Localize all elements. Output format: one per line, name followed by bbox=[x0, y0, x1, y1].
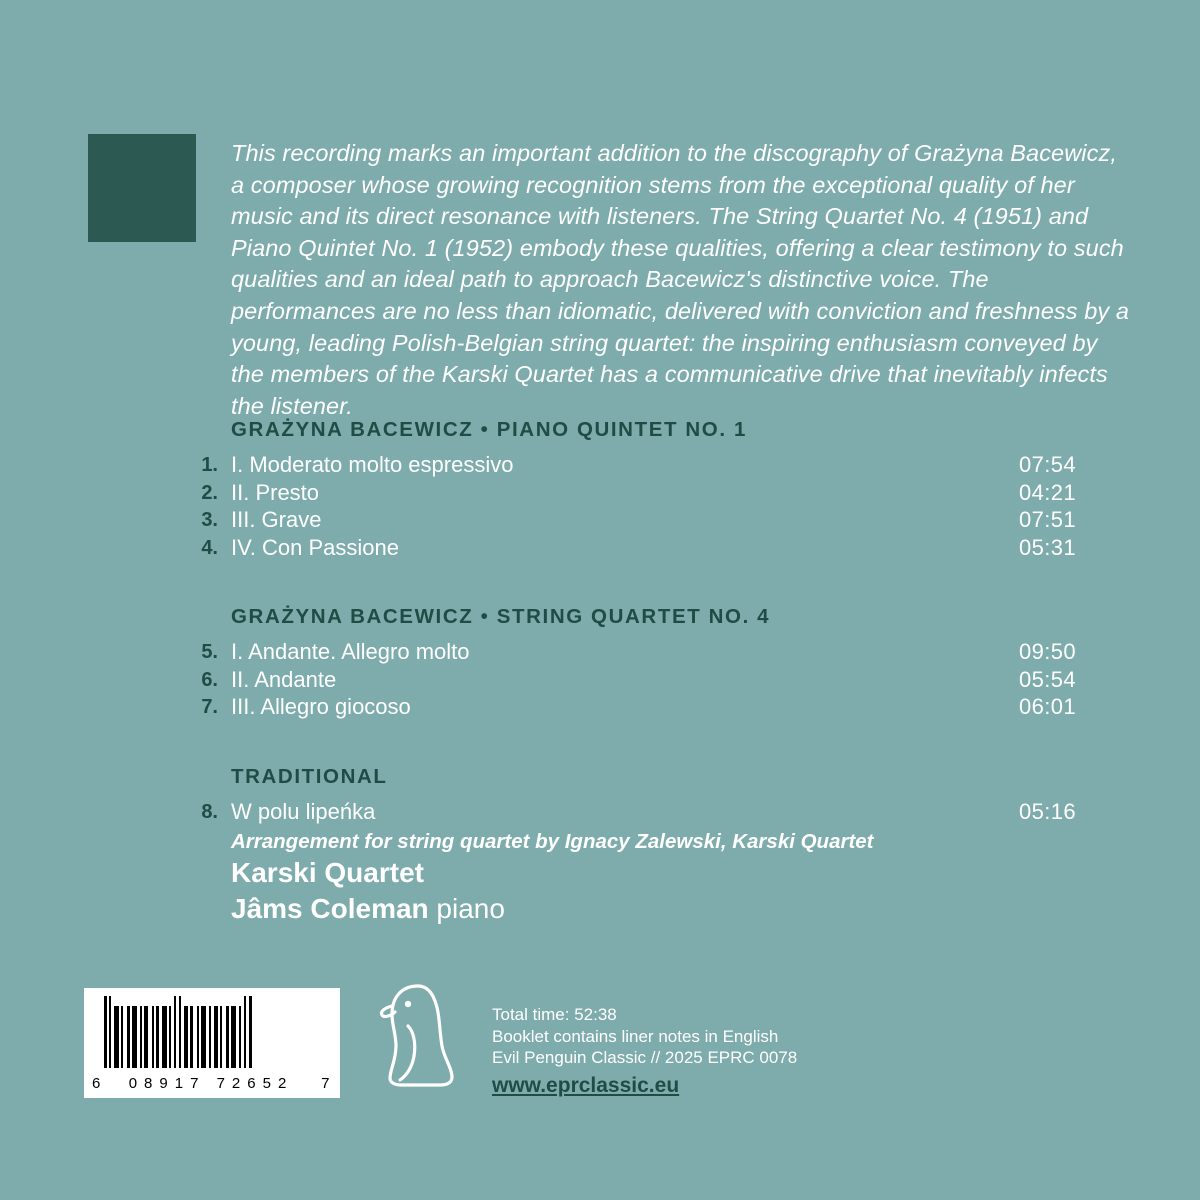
track-duration: 05:31 bbox=[1018, 534, 1076, 560]
track-duration: 05:54 bbox=[1018, 666, 1076, 692]
colophon bbox=[492, 1004, 797, 1097]
track-title: I. Moderato molto espressivo bbox=[231, 452, 514, 477]
track-title: II. Presto bbox=[231, 479, 320, 505]
track-title: III. Grave bbox=[231, 507, 322, 532]
track-group-2 bbox=[176, 639, 1076, 722]
penguin-logo-icon bbox=[378, 980, 464, 1090]
track-duration: 05:16 bbox=[1018, 798, 1076, 824]
work-header-2: GRAŻYNA BACEWICZ • STRING QUARTET NO. 4 bbox=[231, 605, 771, 628]
track-duration: 07:51 bbox=[1018, 507, 1076, 532]
track-number: 1. bbox=[201, 454, 218, 476]
work-header-3: TRADITIONAL bbox=[231, 764, 388, 788]
track-row bbox=[176, 507, 1076, 535]
track-row bbox=[176, 535, 1076, 563]
performer-role: piano bbox=[428, 893, 505, 924]
track-group-1 bbox=[176, 452, 1076, 562]
track-row bbox=[176, 639, 1076, 667]
track-group-3 bbox=[176, 799, 1076, 827]
album-blurb: This recording marks an important addition to the discography of Grażyna Bacewicz, a composer whose growing recognition stems from the exceptional quality of her music and its direct resonance with listeners. The String Quartet No. 4 (1951) and Piano Quintet No. 1 (1952) embody these qualities, offering a clear testimony to such qualities and an ideal path to approach Bacewicz's distinctive voice. The performances are no less than idiomatic, delivered with conviction and freshness by a young, leading Polish-Belgian string quartet: the inspiring enthusiasm conveyed by the members of the Karski Quartet has a communicative drive that inevitably infects the listener. bbox=[231, 140, 1130, 419]
track-number: 6. bbox=[201, 668, 218, 691]
track-title: II. Andante bbox=[231, 666, 337, 692]
track-row bbox=[176, 452, 1076, 480]
track-title: W polu lipeńka bbox=[231, 798, 376, 824]
performer-name: Jâms Coleman bbox=[231, 893, 429, 924]
website-link[interactable]: www.eprclassic.eu bbox=[492, 1073, 680, 1097]
track-duration: 09:50 bbox=[1018, 639, 1076, 664]
accent-square bbox=[88, 134, 196, 242]
performer-name: Karski Quartet bbox=[231, 857, 424, 888]
barcode-middle-digits: 08917 72652 bbox=[128, 1075, 294, 1092]
track-row bbox=[176, 799, 1076, 827]
track-number: 7. bbox=[201, 696, 218, 718]
track-title: III. Allegro giocoso bbox=[231, 694, 411, 719]
track-duration: 06:01 bbox=[1018, 694, 1076, 719]
work-header-1: GRAŻYNA BACEWICZ • PIANO QUINTET NO. 1 bbox=[231, 418, 747, 441]
track-duration: 07:54 bbox=[1018, 452, 1076, 477]
barcode-digits bbox=[84, 1075, 340, 1092]
track-row bbox=[176, 667, 1076, 695]
track-number: 8. bbox=[201, 800, 218, 823]
track-title: I. Andante. Allegro molto bbox=[231, 639, 470, 664]
track-number: 5. bbox=[201, 641, 218, 663]
barcode-bars bbox=[104, 996, 324, 1068]
total-time: Total time: 52:38 bbox=[492, 1005, 617, 1024]
barcode bbox=[84, 988, 340, 1098]
track-row bbox=[176, 694, 1076, 722]
performer-line bbox=[231, 855, 505, 891]
track-number: 3. bbox=[201, 509, 218, 531]
booklet-note: Booklet contains liner notes in English bbox=[492, 1026, 779, 1046]
track-number: 4. bbox=[201, 536, 218, 559]
arrangement-note: Arrangement for string quartet by Ignacy Zalewski, Karski Quartet bbox=[231, 830, 874, 853]
track-duration: 04:21 bbox=[1018, 479, 1076, 505]
track-number: 2. bbox=[201, 481, 218, 504]
tracklist bbox=[176, 418, 1076, 854]
track-row bbox=[176, 480, 1076, 508]
barcode-left-digit: 6 bbox=[92, 1075, 101, 1092]
label-info: Evil Penguin Classic // 2025 EPRC 0078 bbox=[492, 1048, 798, 1067]
performers bbox=[231, 855, 505, 927]
performer-line bbox=[231, 891, 505, 927]
track-title: IV. Con Passione bbox=[231, 534, 399, 560]
barcode-right-digit: 7 bbox=[321, 1075, 330, 1092]
